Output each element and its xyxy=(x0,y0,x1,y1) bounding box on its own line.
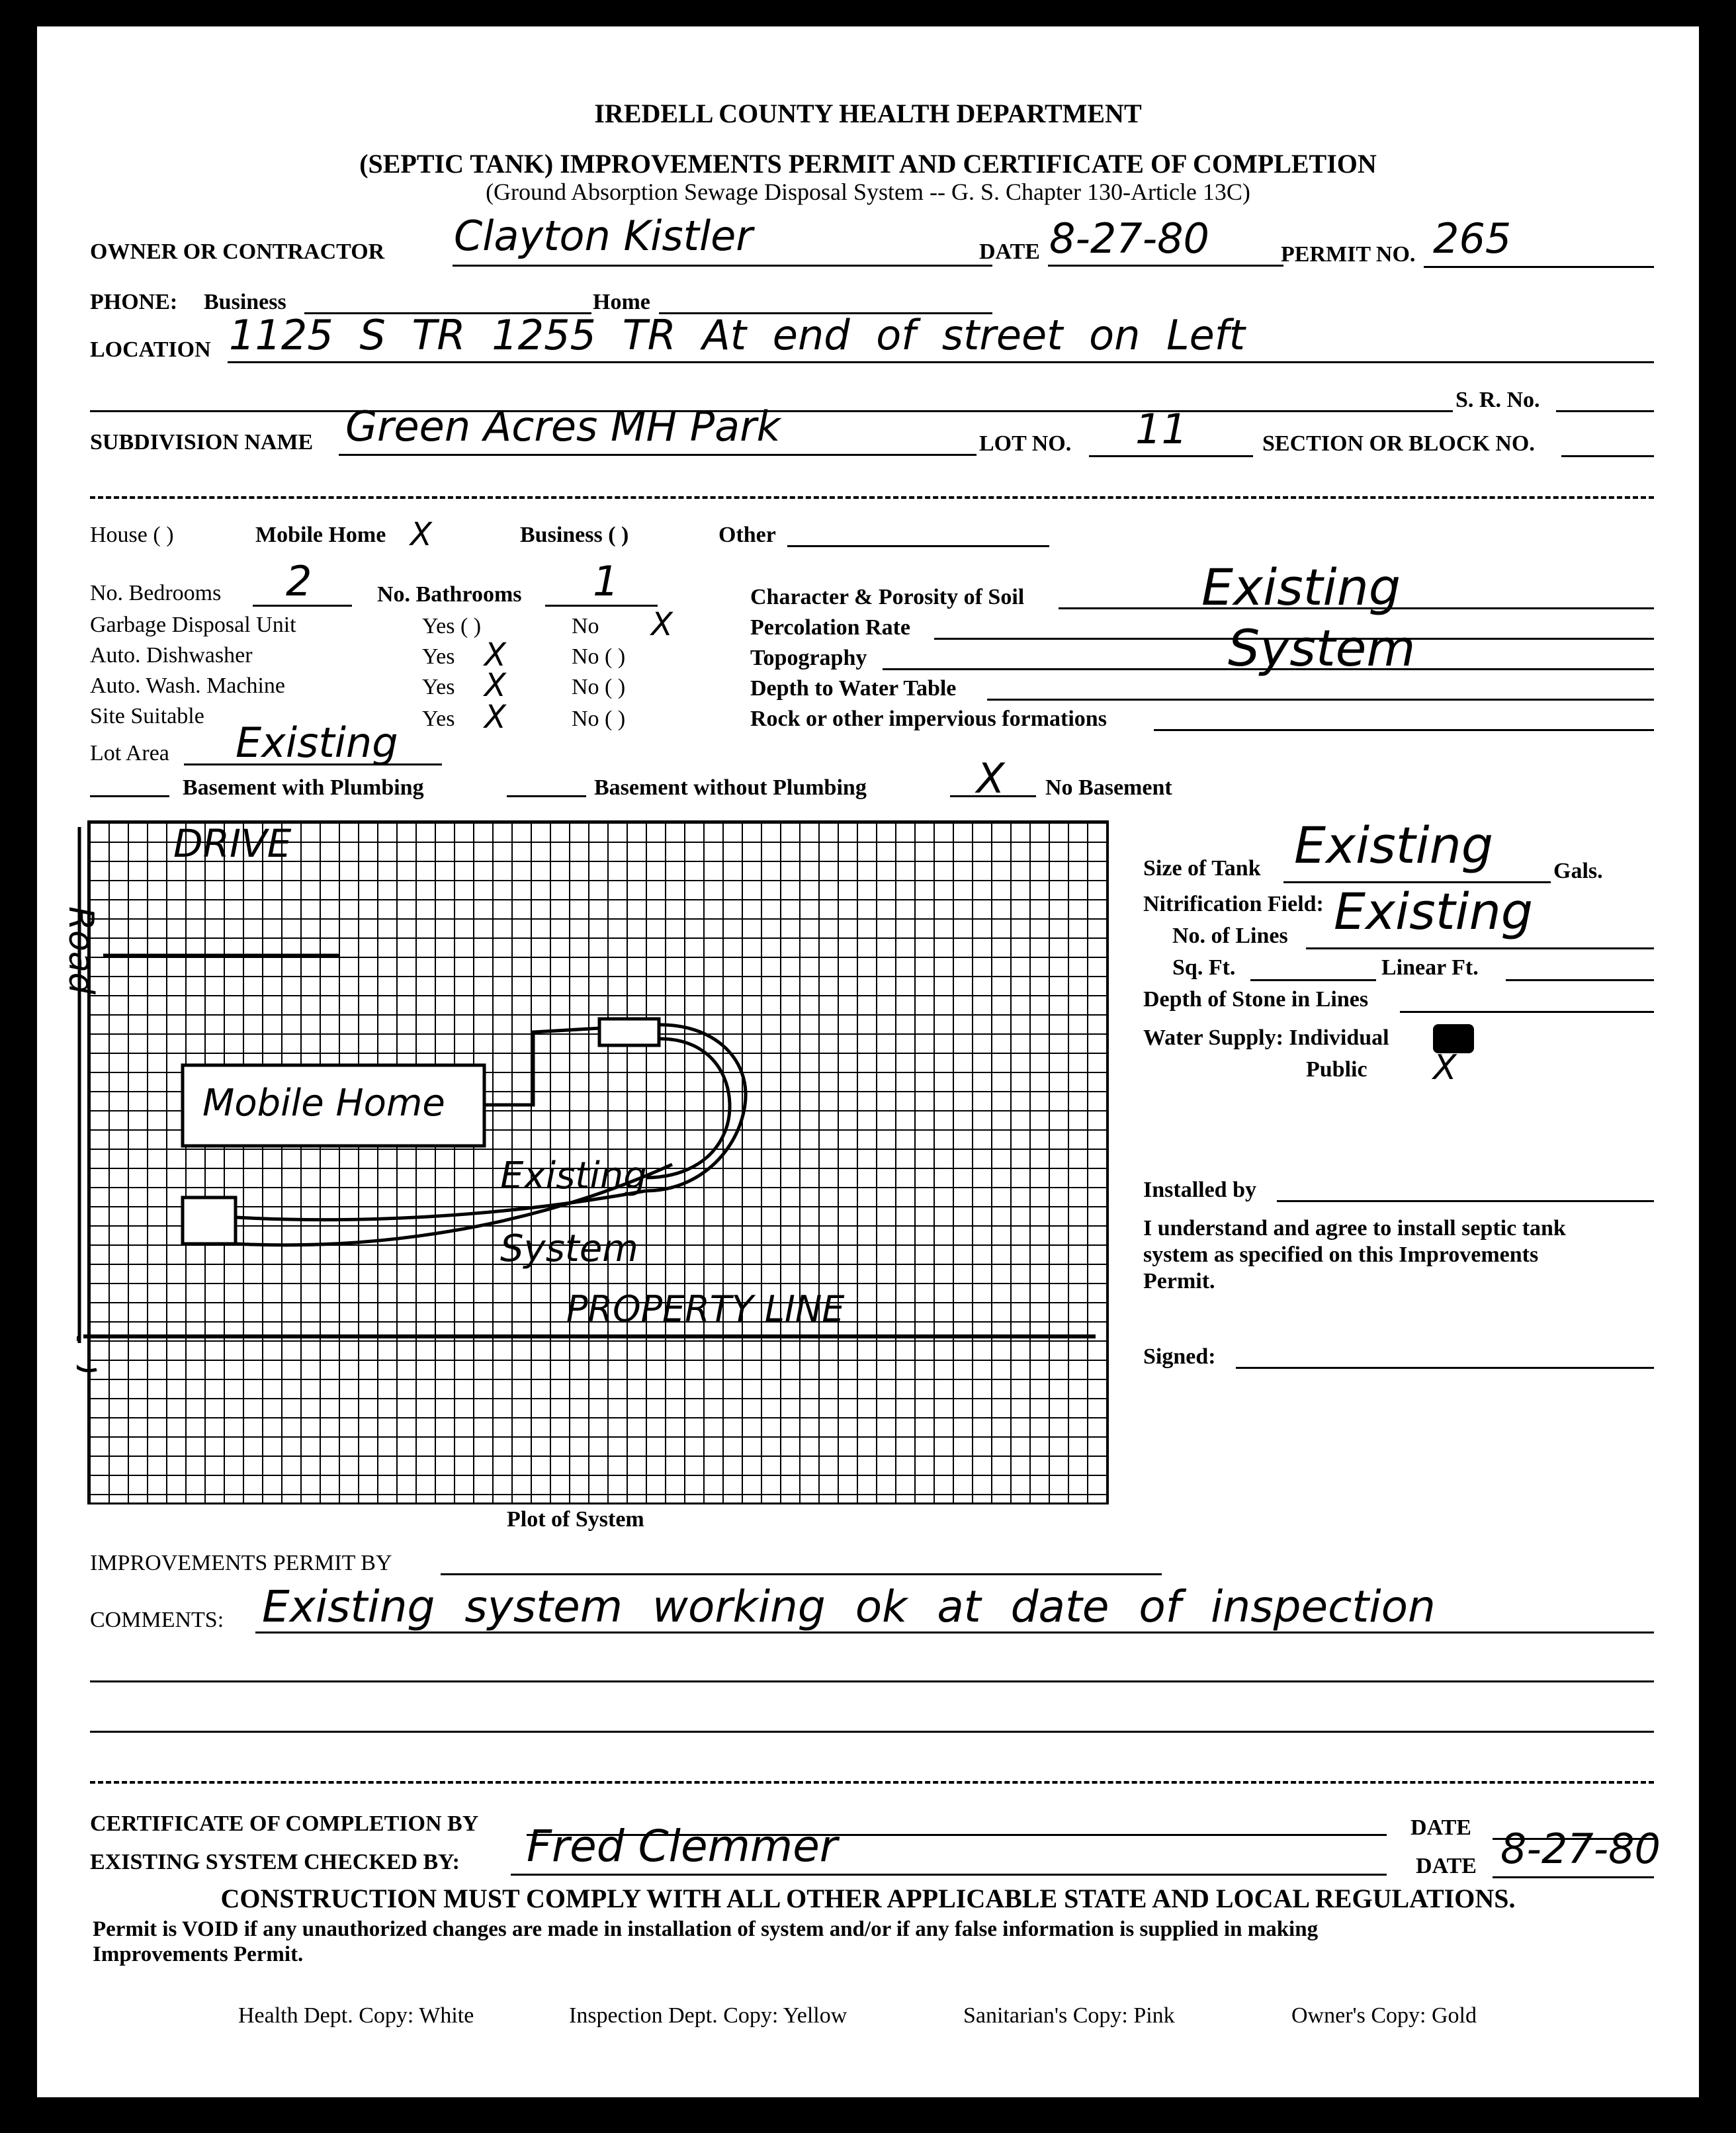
check-yes-dishwasher: Yes xyxy=(422,644,455,669)
phone-label: PHONE: xyxy=(90,290,178,314)
soil-character-label: Character & Porosity of Soil xyxy=(750,585,1025,609)
improvements-permit-line xyxy=(441,1573,1162,1575)
form-subtitle: (Ground Absorption Sewage Disposal System -- G. S. Chapter 130-Article 13C) xyxy=(486,179,1250,205)
installed-by-label: Installed by xyxy=(1143,1178,1256,1202)
other-option: Other xyxy=(718,523,776,547)
mobile-home-mark: X xyxy=(410,516,432,553)
subdivision-value: Green Acres MH Park xyxy=(345,402,781,451)
check-no-mark-garbage: X xyxy=(651,606,673,643)
stone-depth-line xyxy=(1400,1011,1654,1013)
water-supply-label: Water Supply: Individual xyxy=(1143,1025,1389,1050)
agreement-line-3: Permit. xyxy=(1143,1269,1215,1293)
bathrooms-value: 1 xyxy=(593,557,619,605)
checked-by-signature: Fred Clemmer xyxy=(527,1821,838,1872)
lot-area-value: Existing xyxy=(236,718,398,767)
rock-line xyxy=(1154,729,1654,731)
check-yes-mark-site: X xyxy=(484,699,506,736)
permit-value: 265 xyxy=(1433,214,1512,263)
check-yes-mark-washer: X xyxy=(484,667,506,704)
no-basement-mark: X xyxy=(976,754,1005,803)
linear-ft-label: Linear Ft. xyxy=(1381,955,1479,980)
no-of-lines-value: Existing xyxy=(1334,882,1534,941)
department-title: IREDELL COUNTY HEALTH DEPARTMENT xyxy=(594,99,1142,128)
permit-label: PERMIT NO. xyxy=(1281,242,1416,267)
sr-label: S. R. No. xyxy=(1455,388,1540,412)
agreement-line-2: system as specified on this Improvements xyxy=(1143,1242,1539,1267)
topography-label: Topography xyxy=(750,646,867,670)
void-notice-line-2: Improvements Permit. xyxy=(93,1942,304,1966)
house-option: House ( ) xyxy=(90,523,174,547)
check-label-dishwasher: Auto. Dishwasher xyxy=(90,643,253,668)
permit-line xyxy=(1424,266,1654,268)
check-yes-garbage: Yes ( ) xyxy=(422,614,482,638)
certificate-label: CERTIFICATE OF COMPLETION BY xyxy=(90,1811,479,1836)
date-label: DATE xyxy=(979,239,1040,264)
basement-without-label: Basement without Plumbing xyxy=(594,775,867,800)
plot-caption: Plot of System xyxy=(507,1507,644,1532)
nitrification-label: Nitrification Field: xyxy=(1143,892,1324,916)
section-label: SECTION OR BLOCK NO. xyxy=(1262,431,1535,456)
agreement-line-1: I understand and agree to install septic tank xyxy=(1143,1216,1566,1241)
bathrooms-label: No. Bathrooms xyxy=(377,582,522,607)
perc-rate-label: Percolation Rate xyxy=(750,615,911,640)
subdivision-line xyxy=(339,454,976,456)
comments-value: Existing system working ok at date of inspection xyxy=(262,1581,1436,1632)
basement-with-label: Basement with Plumbing xyxy=(183,775,424,800)
lot-area-label: Lot Area xyxy=(90,741,169,765)
signed-line xyxy=(1236,1367,1654,1369)
checked-date-line xyxy=(1493,1876,1654,1878)
phone-home-label: Home xyxy=(593,290,650,314)
copy-white: Health Dept. Copy: White xyxy=(238,2003,474,2028)
copy-gold: Owner's Copy: Gold xyxy=(1291,2003,1477,2028)
check-label-garbage: Garbage Disposal Unit xyxy=(90,613,296,637)
copy-pink: Sanitarian's Copy: Pink xyxy=(963,2003,1175,2028)
location-value: 1125 S TR 1255 TR At end of street on Left xyxy=(229,311,1245,359)
basement-with-line xyxy=(90,795,169,797)
public-mark: X xyxy=(1433,1048,1457,1088)
checked-date-label: DATE xyxy=(1416,1854,1477,1878)
plot-existing-label: Existing xyxy=(500,1154,647,1197)
check-label-washer: Auto. Wash. Machine xyxy=(90,674,286,698)
plot-drive-label: DRIVE xyxy=(173,821,292,866)
separator-rule-2 xyxy=(90,1781,1654,1784)
check-no-dishwasher: No ( ) xyxy=(572,644,626,669)
linear-ft-line xyxy=(1506,979,1654,981)
section-line xyxy=(1561,455,1654,457)
date-line xyxy=(1048,265,1283,267)
comments-label: COMMENTS: xyxy=(90,1608,224,1632)
lot-value: 11 xyxy=(1135,405,1188,453)
permit-form xyxy=(37,26,1699,2097)
sr-line xyxy=(1556,410,1654,412)
sq-ft-label: Sq. Ft. xyxy=(1172,955,1236,980)
form-title: (SEPTIC TANK) IMPROVEMENTS PERMIT AND CERTIFICATE OF COMPLETION xyxy=(359,149,1377,179)
check-label-site: Site Suitable xyxy=(90,704,204,728)
bedrooms-value: 2 xyxy=(286,557,312,605)
mobile-home-option: Mobile Home xyxy=(255,523,386,547)
no-of-lines-line xyxy=(1306,947,1654,949)
separator-rule xyxy=(90,496,1654,499)
owner-label: OWNER OR CONTRACTOR xyxy=(90,239,385,264)
check-no-washer: No ( ) xyxy=(572,675,626,699)
check-no-garbage: No xyxy=(572,614,599,638)
location-line xyxy=(228,361,1654,363)
plot-property-line-label: PROPERTY LINE xyxy=(566,1288,845,1330)
bedrooms-label: No. Bedrooms xyxy=(90,581,222,605)
rock-label: Rock or other impervious formations xyxy=(750,707,1107,731)
comments-line-3 xyxy=(90,1731,1654,1733)
lot-line xyxy=(1089,455,1253,457)
other-line xyxy=(787,545,1049,547)
checked-by-label: EXISTING SYSTEM CHECKED BY: xyxy=(90,1850,460,1874)
sq-ft-line xyxy=(1250,979,1376,981)
check-yes-mark-dishwasher: X xyxy=(484,636,506,674)
subdivision-label: SUBDIVISION NAME xyxy=(90,430,314,455)
installed-by-line xyxy=(1277,1200,1654,1202)
checked-by-line xyxy=(511,1874,1387,1876)
tank-size-label: Size of Tank xyxy=(1143,856,1261,881)
stone-depth-label: Depth of Stone in Lines xyxy=(1143,987,1369,1012)
improvements-permit-label: IMPROVEMENTS PERMIT BY xyxy=(90,1551,392,1575)
tank-size-value: Existing xyxy=(1294,816,1494,875)
owner-value: Clayton Kistler xyxy=(454,212,753,260)
tank-gals-label: Gals. xyxy=(1553,859,1603,883)
certificate-date-label: DATE xyxy=(1410,1815,1471,1840)
void-notice-line-1: Permit is VOID if any unauthorized changes are made in installation of system and/or if any false information is supplied in making xyxy=(93,1917,1319,1941)
phone-business-label: Business xyxy=(204,290,286,314)
soil-system: System xyxy=(1228,619,1416,677)
check-yes-washer: Yes xyxy=(422,675,455,699)
water-table-label: Depth to Water Table xyxy=(750,676,957,701)
check-no-site: No ( ) xyxy=(572,707,626,731)
checked-date-value: 8-27-80 xyxy=(1500,1825,1661,1873)
plot-system-label: System xyxy=(500,1227,638,1270)
no-of-lines-label: No. of Lines xyxy=(1172,924,1288,948)
water-table-line xyxy=(987,699,1654,701)
check-yes-site: Yes xyxy=(422,707,455,731)
date-value: 8-27-80 xyxy=(1049,214,1209,263)
location-label: LOCATION xyxy=(90,337,211,362)
plot-road-label: Road xyxy=(61,906,101,994)
owner-line xyxy=(453,265,992,267)
public-label: Public xyxy=(1306,1057,1367,1082)
soil-existing: Existing xyxy=(1201,558,1401,617)
comments-line-2 xyxy=(90,1680,1654,1682)
lot-label: LOT NO. xyxy=(979,431,1072,456)
construction-notice: CONSTRUCTION MUST COMPLY WITH ALL OTHER APPLICABLE STATE AND LOCAL REGULATIONS. xyxy=(220,1884,1516,1913)
plot-mobile-home-label: Mobile Home xyxy=(202,1082,445,1125)
basement-without-line xyxy=(507,795,586,797)
business-option: Business ( ) xyxy=(520,523,629,547)
no-basement-label: No Basement xyxy=(1045,775,1172,800)
copy-yellow: Inspection Dept. Copy: Yellow xyxy=(569,2003,847,2028)
signed-label: Signed: xyxy=(1143,1344,1216,1369)
